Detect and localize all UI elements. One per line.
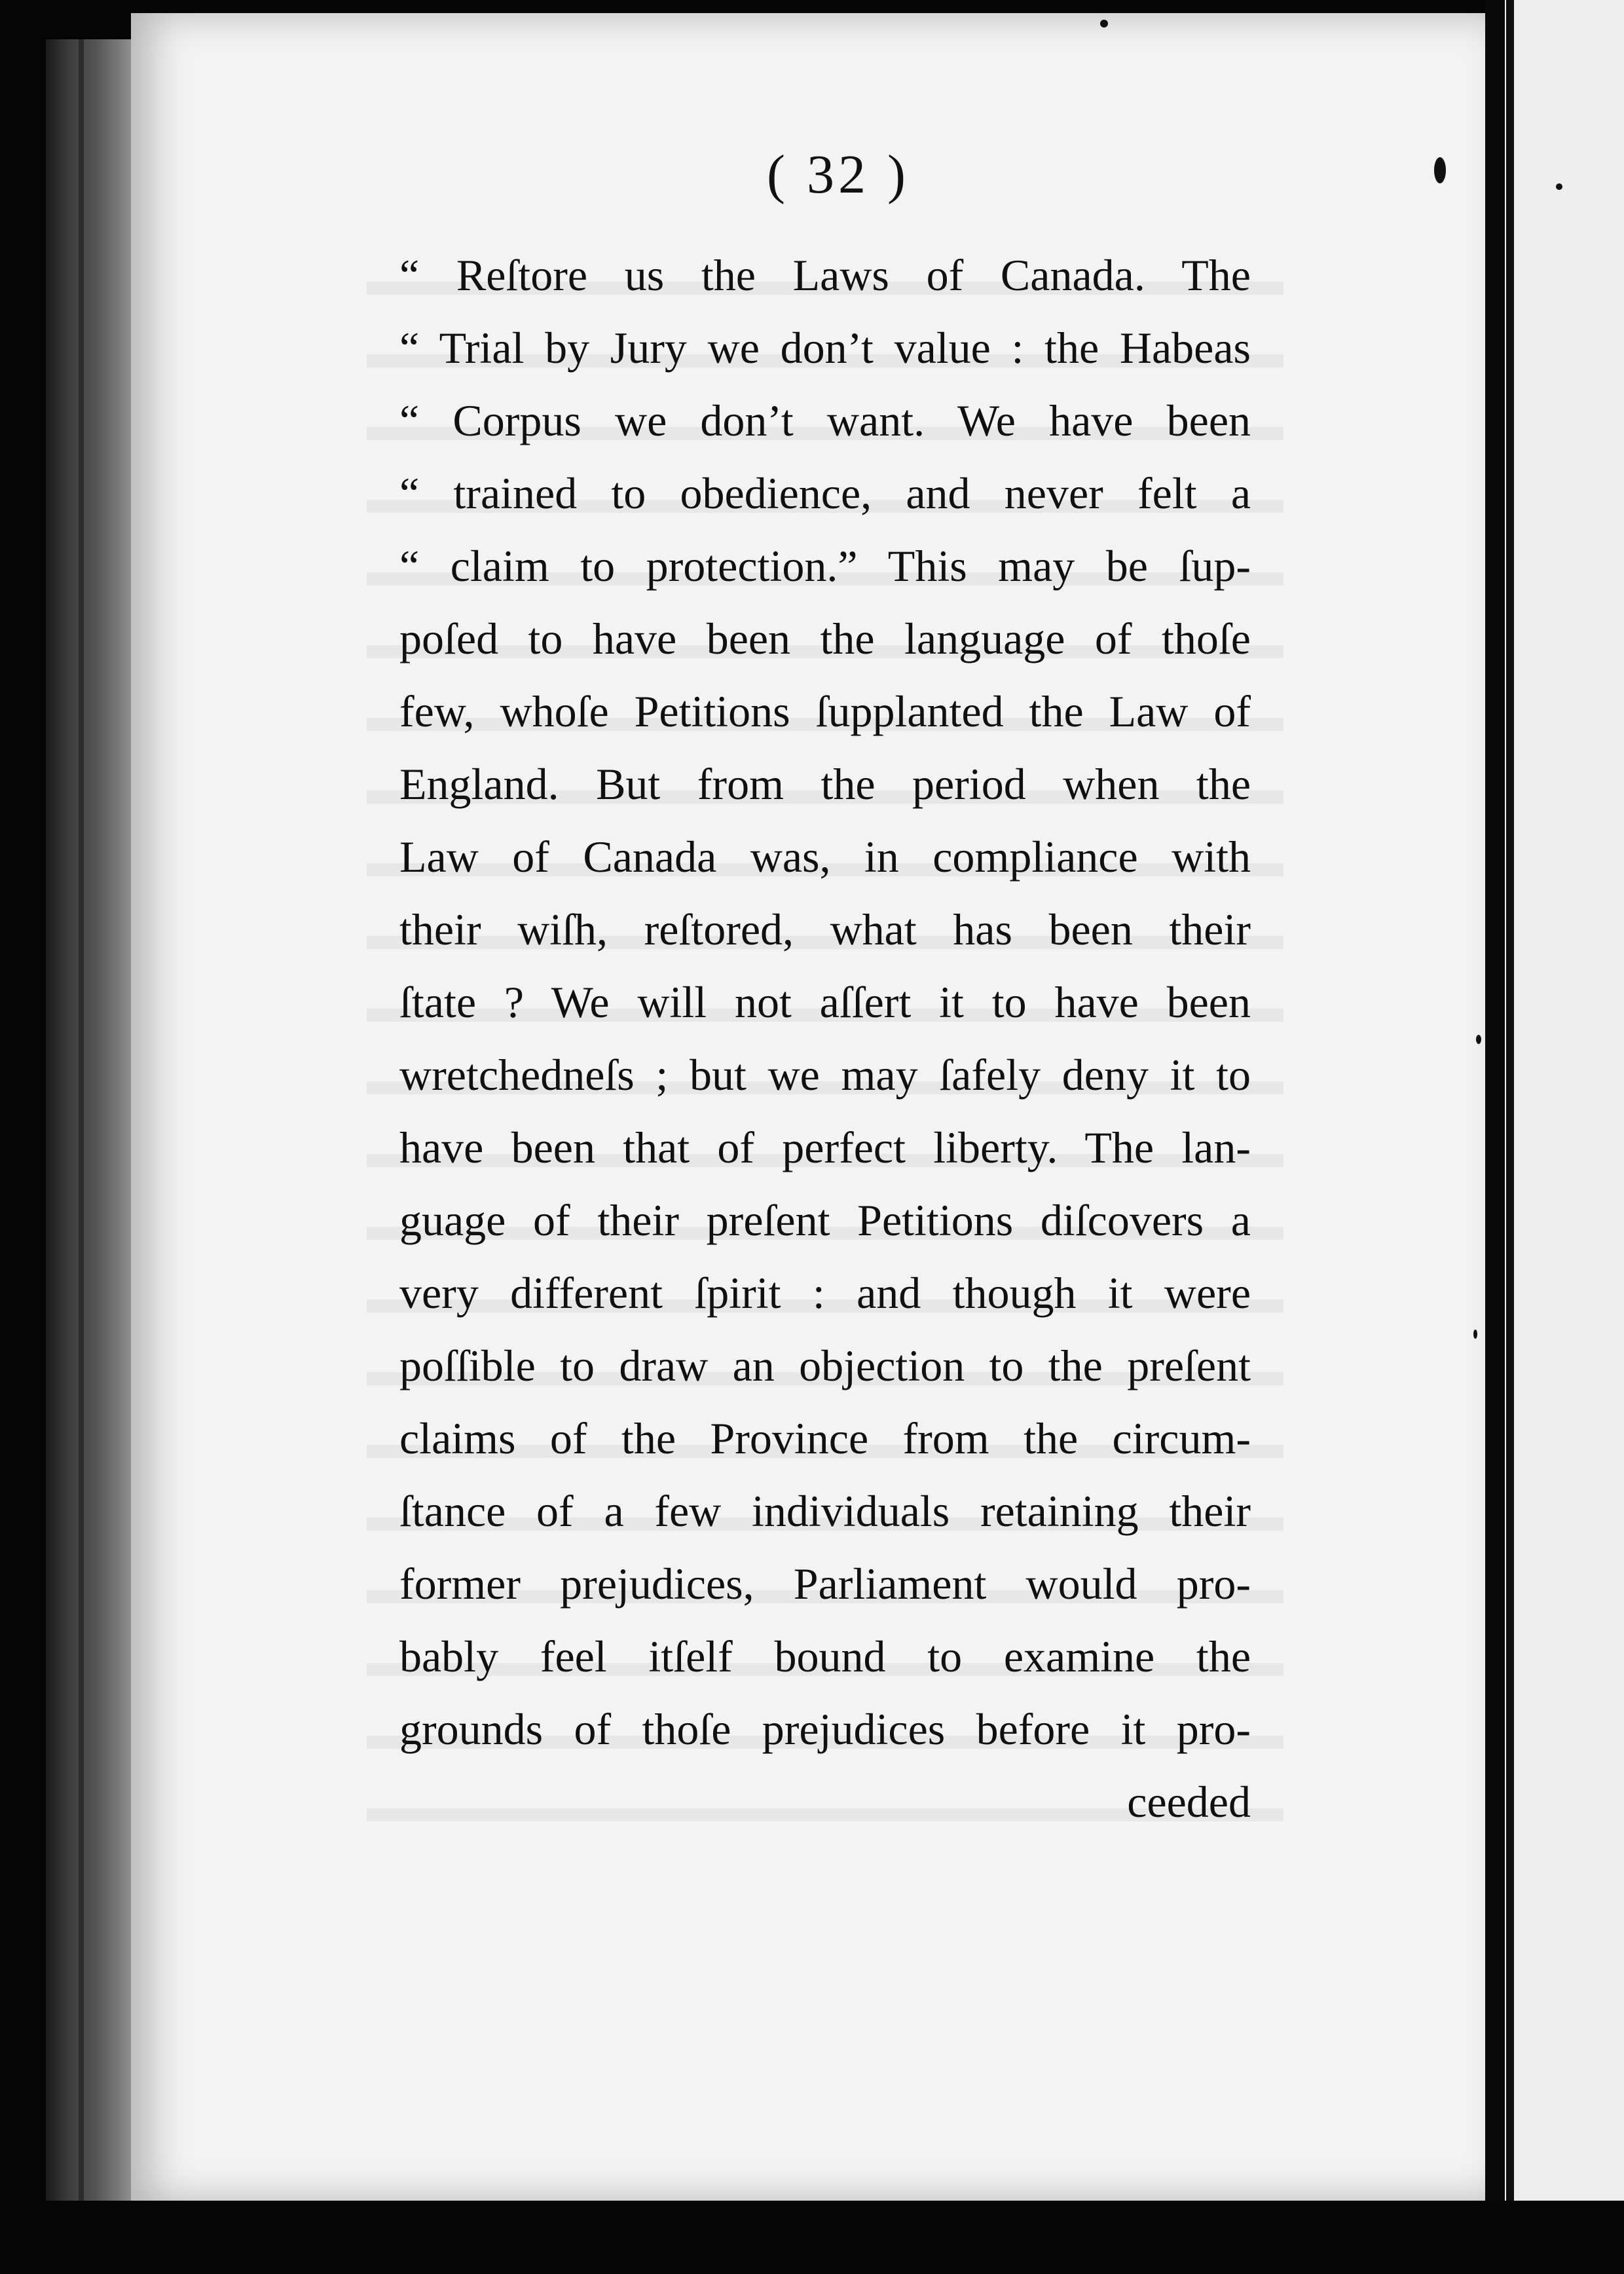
text-line: England. But from the period when the [399, 759, 1251, 809]
facing-page-edge [1506, 0, 1514, 2201]
text-line: ſtance of a few individuals retaining their [399, 1486, 1251, 1536]
text-line: bably feel itſelf bound to examine the [399, 1631, 1251, 1681]
text-line: claims of the Province from the circum- [399, 1413, 1251, 1463]
ink-speck [1434, 157, 1446, 183]
text-line: “ Corpus we don’t want. We have been [399, 396, 1251, 445]
text-line: “ Trial by Jury we don’t value : the Habeas [399, 323, 1251, 373]
text-line: wretchedneſs ; but we may ſafely deny it to [399, 1050, 1251, 1100]
text-line: ſtate ? We will not aſſert it to have been [399, 977, 1251, 1027]
text-line: few, whoſe Petitions ſupplanted the Law of [399, 686, 1251, 736]
page-number: ( 32 ) [767, 144, 910, 205]
text-line: very different ſpirit : and though it were [399, 1268, 1251, 1318]
text-line: grounds of thoſe prejudices before it pro- [399, 1704, 1251, 1754]
ink-speck [1473, 1330, 1477, 1339]
body-text [399, 239, 1251, 1838]
text-line: their wiſh, reſtored, what has been their [399, 904, 1251, 954]
text-line: “ trained to obedience, and never felt a [399, 468, 1251, 518]
ink-speck [1476, 1035, 1481, 1044]
page-edge-shadow [1485, 0, 1505, 2201]
text-line: “ claim to protection.” This may be ſup- [399, 541, 1251, 591]
text-line: former prejudices, Parliament would pro- [399, 1559, 1251, 1609]
text-line: guage of their preſent Petitions diſcovers a [399, 1195, 1251, 1245]
text-line: have been that of perfect liberty. The lan- [399, 1123, 1251, 1172]
facing-page-strip [1505, 0, 1624, 2201]
ink-speck [1100, 20, 1108, 28]
text-line: Law of Canada was, in compliance with [399, 832, 1251, 882]
text-line: poſed to have been the language of thoſe [399, 614, 1251, 663]
binding-shadow [79, 39, 84, 2201]
text-line: “ Reſtore us the Laws of Canada. The [399, 250, 1251, 300]
book-binding-gutter [46, 39, 138, 2201]
catchword: ceeded [1127, 1777, 1251, 1827]
text-line: poſſible to draw an objection to the preſent [399, 1341, 1251, 1390]
ink-speck [1556, 183, 1562, 190]
